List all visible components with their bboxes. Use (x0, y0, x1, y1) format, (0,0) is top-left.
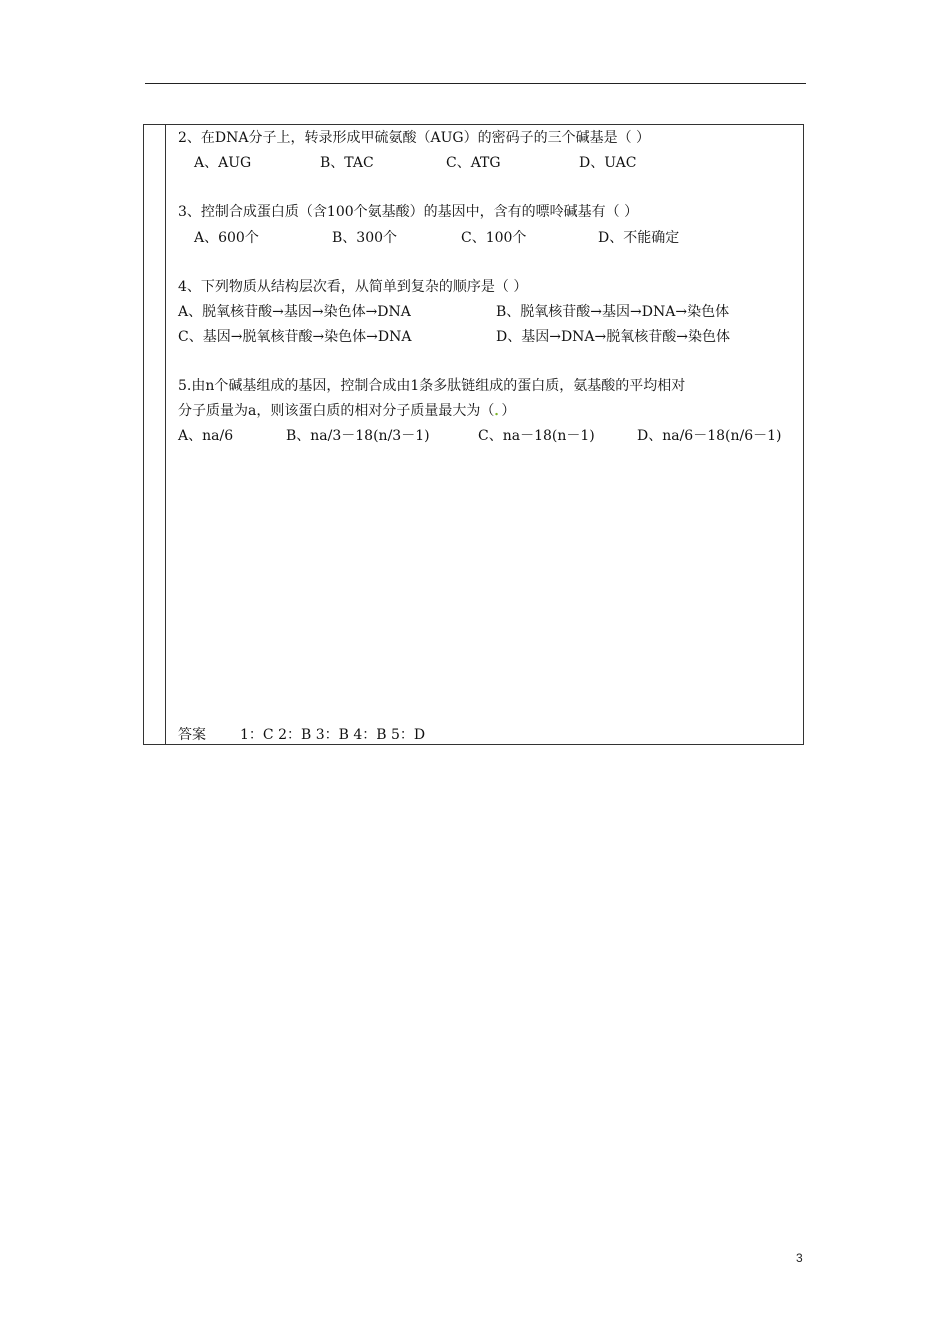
question-2-option-c: C、ATG (446, 155, 501, 171)
question-2-option-b: B、TAC (320, 155, 374, 171)
question-box (143, 124, 804, 745)
question-3-stem: 3、控制合成蛋白质（含100个氨基酸）的基因中，含有的嘌呤碱基有（ ） (178, 204, 639, 220)
question-3-option-c: C、100个 (461, 230, 527, 246)
question-5-option-c: C、na－18(n－1) (478, 428, 595, 444)
left-column-divider (165, 125, 166, 744)
question-4-stem: 4、下列物质从结构层次看，从简单到复杂的顺序是（ ） (178, 279, 528, 295)
question-3-option-b: B、300个 (332, 230, 398, 246)
header-rule (145, 83, 806, 84)
question-5-stem-line1: 5.由n个碱基组成的基因，控制合成由1条多肽链组成的蛋白质，氨基酸的平均相对 (178, 378, 686, 394)
question-5-option-b: B、na/3－18(n/3－1) (286, 428, 430, 444)
question-3-option-a: A、600个 (194, 230, 259, 246)
question-2-stem: 2、在DNA分子上，转录形成甲硫氨酸（AUG）的密码子的三个碱基是（ ） (178, 130, 651, 146)
page-number: 3 (796, 1251, 803, 1265)
question-4-option-d: D、基因→DNA→脱氧核苷酸→染色体 (496, 329, 731, 345)
question-4-option-c: C、基因→脱氧核苷酸→染色体→DNA (178, 329, 412, 345)
question-2-option-a: A、AUG (194, 155, 252, 171)
question-4-option-a: A、脱氧核苷酸→基因→染色体→DNA (178, 304, 411, 320)
question-3-option-d: D、不能确定 (598, 230, 680, 246)
question-4-option-b: B、脱氧核苷酸→基因→DNA→染色体 (496, 304, 730, 320)
answer-label: 答案 (178, 727, 206, 743)
question-5-option-a: A、na/6 (178, 428, 234, 444)
question-5-option-d: D、na/6－18(n/6－1) (637, 428, 782, 444)
question-5-mark-dot: ． (494, 403, 502, 419)
question-5-stem-line2 (178, 402, 515, 420)
answer-line (178, 726, 425, 744)
question-2-option-d: D、UAC (579, 155, 637, 171)
answer-text: 1：C 2：B 3：B 4：B 5：D (240, 727, 426, 743)
question-5-stem-line2-close: ） (501, 403, 516, 419)
question-5-stem-line2-text: 分子质量为a，则该蛋白质的相对分子质量最大为（ (178, 403, 495, 419)
